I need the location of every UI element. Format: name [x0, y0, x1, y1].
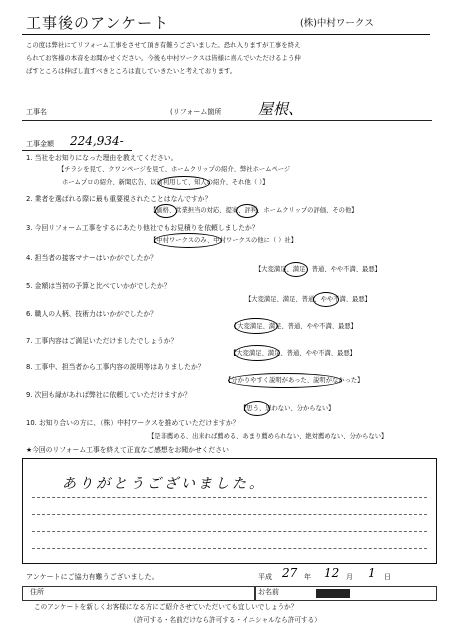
- q7-options: 【大変満足、満足、普通、やや不満、最悪】: [230, 350, 356, 357]
- q2-selection-circle-price: [155, 204, 177, 218]
- date-nen: 年: [304, 573, 311, 581]
- q3-selection-circle: [154, 233, 222, 248]
- q4-selection-circle: [284, 262, 308, 277]
- q3-text: 3. 今回リフォーム工事をするにあたり他社でもお見積りを依頼しましたか？: [26, 224, 259, 232]
- message-line-2: [32, 514, 427, 515]
- q6-text: 6. 職人の人柄、技術力はいかがでしたか？: [26, 310, 157, 318]
- message-line-4: [32, 548, 427, 549]
- q2-options: 【価格、営業担当の対応、提案、評判、ホームクリップの評価、その他】: [150, 207, 358, 214]
- q8-options: 【分かりやすく説明があった、説明がなかった】: [225, 377, 364, 384]
- name-label: お名前: [258, 588, 279, 596]
- reform-place-label: (リフォーム箇所: [170, 108, 222, 116]
- message-handwritten: ありがとうございました。: [62, 476, 266, 492]
- kouji-mei-label: 工事名: [26, 108, 47, 116]
- q7-text: 7. 工事内容はご満足いただけましたでしょうか？: [26, 337, 178, 345]
- q5-options: 【大変満足、満足、普通、やや不満、最悪】: [245, 296, 371, 303]
- q5-selection-circle: [313, 292, 339, 307]
- date-year: 27: [282, 566, 298, 580]
- reform-place-value: 屋根、: [258, 100, 304, 118]
- message-line-3: [32, 531, 427, 532]
- redacted-name-block: [316, 589, 350, 598]
- q4-options: 【大変満足、満足、普通、やや不満、最悪】: [255, 266, 381, 273]
- title-divider: [22, 34, 430, 35]
- kouji-mei-underline: [22, 120, 432, 121]
- date-hi: 日: [384, 573, 391, 581]
- intro-line-1: この度は弊社にてリフォーム工事をさせて頂き有難うございました。恐れ入りますが工事を終え: [26, 41, 301, 49]
- address-label: 住所: [30, 588, 44, 596]
- date-day: 1: [368, 566, 376, 580]
- q9-text: 9. 次回も縁があれば弊社に依頼していただけますか？: [26, 391, 191, 399]
- intro-line-3: ばすところは伸ばし直すべきところは直していきたいと考えております。: [26, 67, 237, 75]
- footer-thanks: アンケートにご協力有難うございました。: [26, 573, 159, 581]
- q3-options: 【中村ワークスのみ、中村ワークスの他に（ ）社】: [150, 237, 298, 244]
- company-name: (株)中村ワークス: [300, 18, 374, 29]
- permission-question: このアンケートを新しくお客様になる方にご紹介させていただいても宜しいでしょうか？: [34, 603, 298, 611]
- q8-text: 8. 工事中、担当者から工事内容の説明等はありましたか？: [26, 363, 205, 371]
- q2-text: 2. 業者を選ばれる際に最も重要視されたことはなんですか？: [26, 195, 212, 203]
- q4-text: 4. 担当者の接客マナーはいかがでしたか？: [26, 254, 157, 262]
- kingaku-underline: [22, 150, 132, 151]
- q1-text: 1. 当社をお知りになった理由を教えてください。: [26, 154, 178, 162]
- date-heisei-label: 平成: [258, 573, 272, 581]
- kingaku-value: 224,934-: [70, 134, 124, 148]
- kingaku-label: 工事金額: [26, 140, 54, 148]
- q10-text: 10. お知り合いの方に、（株）中村ワークスを推めていただけますか？: [26, 419, 240, 427]
- message-prompt: ★今回のリフォーム工事を終えて正直なご感想をお聞かせください: [26, 446, 229, 454]
- q1-selection-circle: [158, 176, 210, 190]
- q8-selection-circle: [228, 373, 342, 388]
- q5-text: 5. 金額は当初の予算と比べていかがでしたか？: [26, 282, 171, 290]
- q7-selection-circle: [234, 345, 280, 361]
- q1-options-1: 【チラシを見て、クワンページを見て、ホームクリップの紹介、弊社ホームページ: [58, 166, 291, 173]
- q1-options-2: ホームプロの紹介、新聞広告、以前利用して、知人の紹介、それ他（ ）】: [62, 179, 269, 186]
- q10-options: 【是非薦める、出来れば薦める、あまり薦められない、絶対薦めない、分からない】: [148, 433, 388, 440]
- page-title: 工事後のアンケート: [26, 14, 170, 32]
- q1-selected: 以前利用して: [150, 179, 188, 186]
- date-month: 12: [324, 566, 340, 580]
- q6-options: 【大変満足、満足、普通、やや不満、最悪】: [231, 323, 357, 330]
- date-tsuki: 月: [346, 573, 353, 581]
- permission-options: （許可する・名前だけなら許可する・イニシャルなら許可する）: [130, 616, 321, 624]
- q6-selection-circle: [234, 318, 278, 334]
- intro-line-2: られてお客様の本音をお聞かせください。今後も中村ワークスは皆様に喜んでいただけるよう伸: [26, 54, 301, 62]
- q9-selection-circle: [244, 401, 270, 416]
- q2-selection-circle-proposal: [236, 204, 258, 218]
- q9-options: 【思う、思わない、分からない】: [240, 405, 335, 412]
- address-cell: [22, 586, 256, 601]
- message-line-1: [32, 497, 427, 498]
